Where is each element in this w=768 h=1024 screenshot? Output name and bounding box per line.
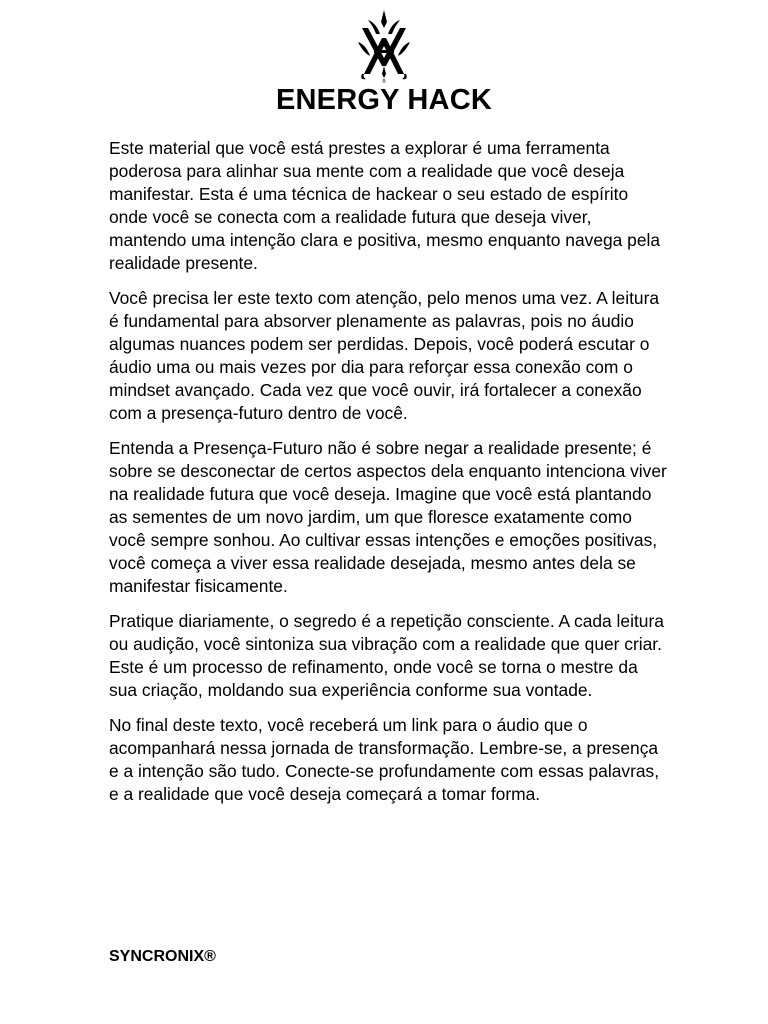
paragraph: Pratique diariamente, o segredo é a repetição consciente. A cada leitura ou audição, você sintoniza sua vibração com a realidade que quer criar. Este é um processo de refinamento, onde você se torna o mestre da sua criação, moldando sua experiência conforme sua vontade.: [109, 611, 664, 700]
ornate-monogram-logo-icon: [354, 8, 414, 84]
paragraph: Este material que você está prestes a explorar é uma ferramenta poderosa para alinhar sua mente com a realidade que você deseja manifestar. Esta é uma técnica de hackear o seu estado de espírito onde você se conecta com a realidade futura que deseja viver, mantendo uma intenção clara e positiva, mesmo enquanto navega pela realidade presente.: [109, 138, 661, 273]
paragraph: Você precisa ler este texto com atenção, pelo menos uma vez. A leitura é fundamental para absorver plenamente as palavras, pois no áudio algumas nuances podem ser perdidas. Depois, você poderá escutar o áudio uma ou mais vezes por dia para reforçar essa conexão com o mindset avançado. Cada vez que você ouvir, irá fortalecer a conexão com a presença-futuro dentro de você.: [109, 288, 660, 423]
brand-footer: SYNCRONIX®: [109, 948, 216, 965]
page-title: ENERGY HACK: [276, 84, 492, 116]
paragraph: No final deste texto, você receberá um link para o áudio que o acompanhará nessa jornada de transformação. Lembre-se, a presença e a intenção são tudo. Conecte-se profundamente com essas palavras, e a realidade que você deseja começará a tomar forma.: [109, 715, 660, 804]
paragraph: Entenda a Presença-Futuro não é sobre negar a realidade presente; é sobre se desconectar de certos aspectos dela enquanto intenciona viver na realidade futura que você deseja. Imagine que você está plantando as sementes de um novo jardim, um que floresce exatamente como você sempre sonhou. Ao cultivar essas intenções e emoções positivas, você começa a viver essa realidade desejada, mesmo antes dela se manifestar fisicamente.: [109, 438, 667, 596]
logo-registered-mark: ®: [382, 79, 386, 84]
document-body: [109, 137, 669, 818]
